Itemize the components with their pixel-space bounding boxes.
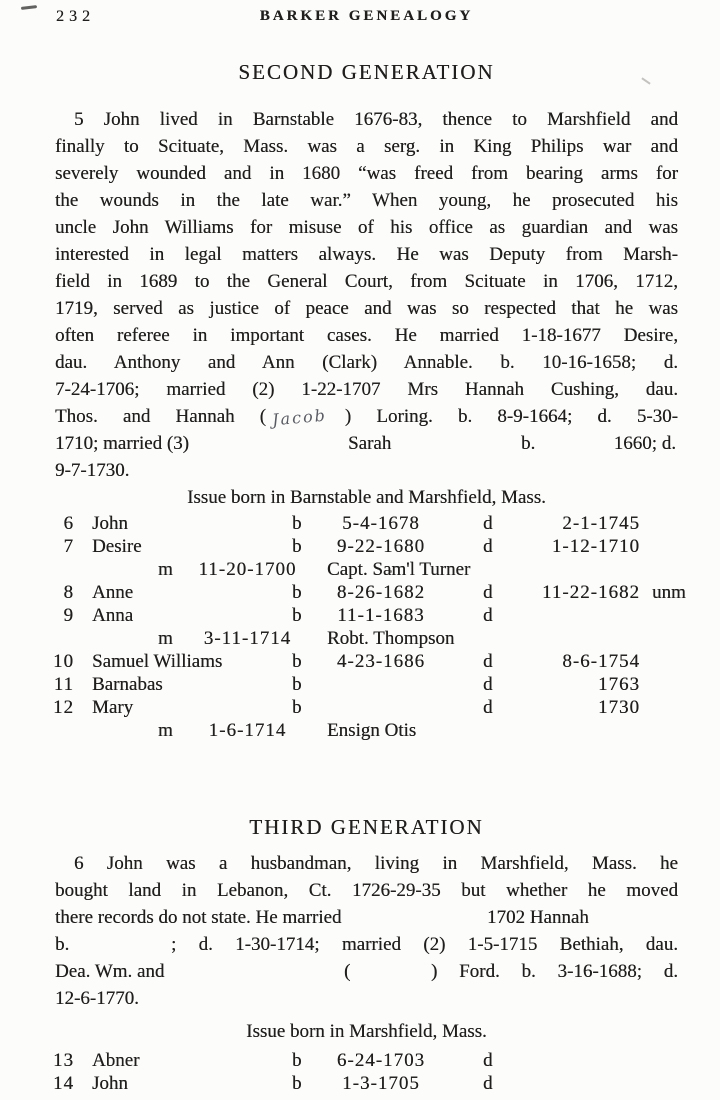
child-number: 9 [63, 605, 74, 626]
died-label: d [483, 513, 493, 534]
died-label: d [483, 697, 493, 718]
paragraph-line: 7-24-1706; married (2) 1-22-1707 Mrs Hannah Cushing, dau. [55, 379, 678, 400]
death-date: 2-1-1745 [562, 513, 640, 534]
birth-date: 11-1-1683 [337, 605, 425, 626]
birth-date: 8-26-1682 [336, 582, 426, 603]
paragraph-line-with-annotation [55, 403, 678, 430]
born-label: b [292, 1073, 302, 1094]
death-date: 1763 [598, 674, 640, 695]
paragraph-line: interested in legal matters always. He was Deputy from Marsh- [55, 244, 678, 265]
line-text: Dea. Wm. and [55, 961, 165, 982]
paragraph-line: dau. Anthony and Ann (Clark) Annable. b. 10-16-1658; d. [55, 352, 678, 373]
line-text: ) Loring. b. 8-9-1664; d. 5-30- [344, 406, 678, 427]
line-text: there records do not state. He married [55, 907, 342, 928]
paragraph-line: field in 1689 to the General Court, from Scituate in 1706, 1712, [55, 271, 678, 292]
child-name: Anna [92, 605, 134, 626]
child-number: 12 [53, 697, 74, 718]
born-label: b [292, 697, 302, 718]
death-date: 8-6-1754 [562, 651, 640, 672]
spouse-name: Ensign Otis [327, 720, 417, 741]
married-label: m [158, 720, 173, 741]
issue-table-second-generation [0, 512, 720, 742]
child-name: John [92, 1073, 128, 1094]
child-name: John [92, 513, 128, 534]
paragraph-line: 1719, served as justice of peace and was so respected that he was [55, 298, 678, 319]
born-label: b [292, 582, 302, 603]
marriage-date: 3-11-1714 [203, 628, 292, 649]
child-number: 11 [53, 674, 74, 695]
table-row [0, 696, 720, 719]
paragraph-line: 6 John was a husbandman, living in Marshfield, Mass. he [74, 853, 678, 874]
paragraph-line: often referee in important cases. He married 1-18-1677 Desire, [55, 325, 678, 346]
death-date: 1730 [598, 697, 640, 718]
section-heading-second-generation: SECOND GENERATION [238, 60, 495, 84]
died-label: d [483, 1073, 493, 1094]
death-date: 11-22-1682 [542, 582, 640, 603]
open-paren: ( [344, 961, 351, 982]
child-name: Desire [92, 536, 142, 557]
paragraph-line: 12-6-1770. [55, 988, 139, 1009]
marriage-date: 1-6-1714 [208, 720, 287, 741]
entry-5-paragraph [55, 106, 678, 484]
born-label: b. [521, 433, 536, 454]
line-text: Thos. and Hannah ( [55, 406, 267, 427]
paragraph-line: 9-7-1730. [55, 460, 130, 481]
child-number: 14 [53, 1073, 74, 1094]
marriage-year-and-wife: 1702 Hannah [487, 907, 589, 928]
scan-artifact-dash [21, 5, 37, 10]
unmarried-note: unm [652, 582, 686, 603]
paragraph-line-blanks [55, 931, 678, 958]
born-label: b [292, 513, 302, 534]
born-label: b. [55, 934, 70, 955]
line-text: 1710; married (3) [55, 433, 190, 454]
line-text: ) Ford. b. 3-16-1688; d. [431, 961, 678, 982]
marriage-row [0, 627, 720, 650]
born-label: b [292, 605, 302, 626]
born-label: b [292, 1050, 302, 1071]
page-number: 232 [56, 8, 95, 25]
born-label: b [292, 536, 302, 557]
table-row [0, 535, 720, 558]
paragraph-line: 5 John lived in Barnstable 1676-83, thence to Marshfield and [74, 109, 678, 130]
child-name: Anne [92, 582, 134, 603]
died-label: d [483, 674, 493, 695]
issue-caption: Issue born in Barnstable and Marshfield, Mass. [187, 487, 546, 508]
handwritten-annotation: Jacob [271, 405, 328, 430]
spouse-name: Robt. Thompson [327, 628, 455, 649]
died-label: d [483, 1050, 493, 1071]
marriage-row [0, 719, 720, 742]
paragraph-line: finally to Scituate, Mass. was a serg. in King Philips war and [55, 136, 678, 157]
paragraph-line: bought land in Lebanon, Ct. 1726-29-35 but whether he moved [55, 880, 678, 901]
death-date: 1-12-1710 [551, 536, 640, 557]
child-name: Mary [92, 697, 134, 718]
table-row [0, 604, 720, 627]
paragraph-line-blanks [55, 430, 678, 457]
marriage-date: 11-20-1700 [198, 559, 297, 580]
child-number: 7 [63, 536, 74, 557]
birth-date: 1-3-1705 [342, 1073, 420, 1094]
child-name: Samuel Williams [92, 651, 223, 672]
table-row [0, 1072, 720, 1095]
died-label: d [483, 536, 493, 557]
birth-date: 4-23-1686 [336, 651, 426, 672]
child-number: 10 [53, 651, 74, 672]
birth-date: 9-22-1680 [336, 536, 426, 557]
child-name: Abner [92, 1050, 140, 1071]
paragraph-line-blanks [55, 958, 678, 985]
child-number: 6 [63, 513, 74, 534]
running-header: BARKER GENEALOGY [259, 8, 474, 24]
married-label: m [158, 559, 173, 580]
table-row [0, 512, 720, 535]
paragraph-line: severely wounded and in 1680 “was freed from bearing arms for [55, 163, 678, 184]
spouse-name: Capt. Sam'l Turner [327, 559, 471, 580]
paragraph-line-blanks [55, 904, 678, 931]
child-number: 13 [53, 1050, 74, 1071]
section-heading-third-generation: THIRD GENERATION [249, 815, 484, 839]
line-text: ; d. 1-30-1714; married (2) 1-5-1715 Bethiah, dau. [171, 934, 678, 955]
table-row [0, 581, 720, 604]
born-label: b [292, 674, 302, 695]
child-number: 8 [63, 582, 74, 603]
entry-6-paragraph [55, 850, 678, 1012]
wife-name: Sarah [348, 433, 392, 454]
birth-date: 5-4-1678 [342, 513, 420, 534]
paragraph-line: the wounds in the late war.” When young, he prosecuted his [55, 190, 678, 211]
issue-caption: Issue born in Marshfield, Mass. [246, 1021, 487, 1042]
died-label: d [483, 605, 493, 626]
died-label: d [483, 582, 493, 603]
table-row [0, 650, 720, 673]
child-name: Barnabas [92, 674, 163, 695]
table-row [0, 673, 720, 696]
table-row [0, 1049, 720, 1072]
birth-death-text: 1660; d. [613, 433, 676, 454]
paragraph-line: uncle John Williams for misuse of his office as guardian and was [55, 217, 678, 238]
birth-date: 6-24-1703 [336, 1050, 426, 1071]
marriage-row [0, 558, 720, 581]
issue-table-third-generation [0, 1049, 720, 1095]
married-label: m [158, 628, 173, 649]
born-label: b [292, 651, 302, 672]
died-label: d [483, 651, 493, 672]
